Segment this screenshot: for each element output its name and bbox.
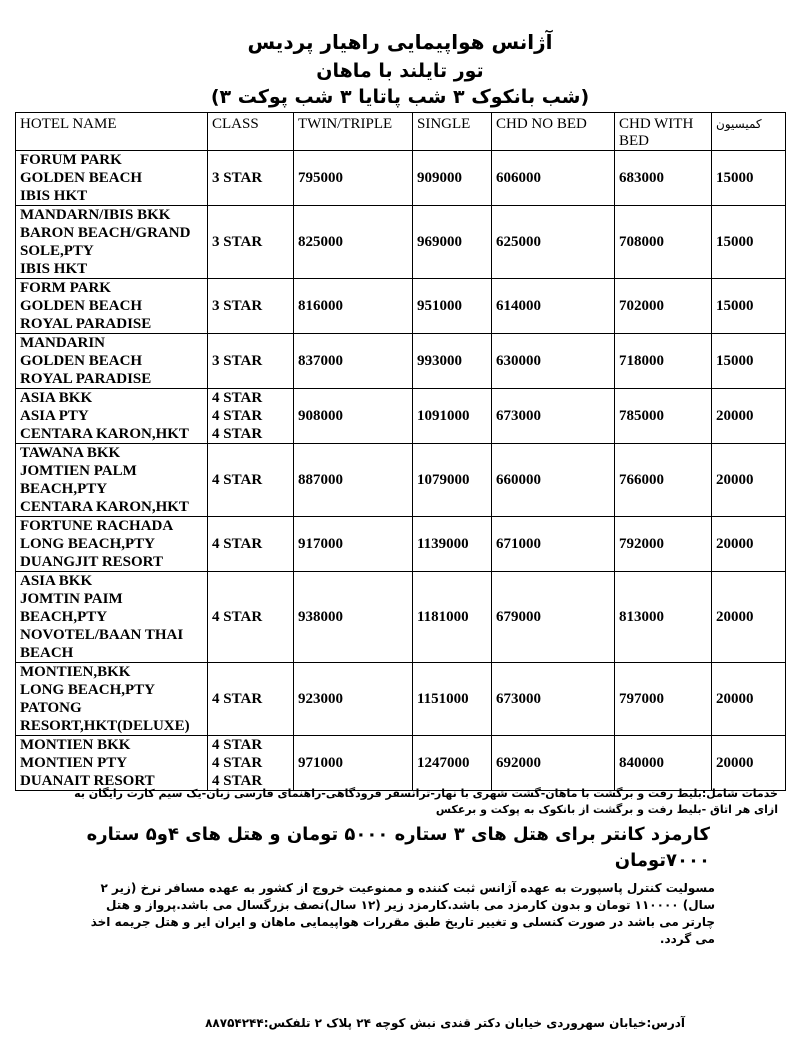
hotel-name: SOLE,PTY: [20, 243, 94, 259]
price-chd-no-bed: 660000: [492, 444, 615, 517]
price-single: 1151000: [413, 663, 492, 736]
hotel-names: [16, 206, 208, 279]
price-chd-with-bed: 813000: [615, 572, 712, 663]
hotel-name: IBIS HKT: [20, 261, 88, 277]
hotel-name: CENTARA KARON,HKT: [20, 426, 189, 442]
hotel-class: [208, 151, 294, 206]
class-value: 4 STAR: [212, 609, 263, 625]
hotel-name: BEACH,PTY: [20, 481, 108, 497]
hotel-name: JOMTIEN PALM: [20, 463, 137, 479]
price-single: 951000: [413, 279, 492, 334]
hotel-name: LONG BEACH,PTY: [20, 536, 156, 552]
hotel-names: [16, 663, 208, 736]
hotel-name: ROYAL PARADISE: [20, 371, 152, 387]
hotel-name: CENTARA KARON,HKT: [20, 499, 189, 515]
hotel-name: TAWANA BKK: [20, 445, 121, 461]
price-chd-with-bed: 708000: [615, 206, 712, 279]
price-chd-no-bed: 671000: [492, 517, 615, 572]
col-chd-with-bed: CHD WITH BED: [615, 113, 712, 151]
price-twin: 887000: [294, 444, 413, 517]
class-value: 3 STAR: [212, 298, 263, 314]
col-single: SINGLE: [413, 113, 492, 151]
price-chd-with-bed: 718000: [615, 334, 712, 389]
price-single: 909000: [413, 151, 492, 206]
agency-title: آژانس هواپیمایی راهیار پردیس: [247, 30, 553, 54]
hotel-names: [16, 572, 208, 663]
table-row: [16, 663, 786, 736]
hotel-name: GOLDEN BEACH: [20, 298, 143, 314]
price-chd-no-bed: 606000: [492, 151, 615, 206]
hotel-names: [16, 444, 208, 517]
class-value: 3 STAR: [212, 234, 263, 250]
price-single: 1139000: [413, 517, 492, 572]
hotel-class: [208, 334, 294, 389]
table-header-row: [16, 113, 786, 151]
hotel-names: [16, 389, 208, 444]
hotel-class: [208, 206, 294, 279]
col-twin-triple: TWIN/TRIPLE: [294, 113, 413, 151]
hotel-class: [208, 736, 294, 791]
hotel-name: ASIA BKK: [20, 390, 93, 406]
table-row: [16, 572, 786, 663]
hotel-name: IBIS HKT: [20, 188, 88, 204]
hotel-class: [208, 517, 294, 572]
price-chd-no-bed: 630000: [492, 334, 615, 389]
hotel-name: MONTIEN,BKK: [20, 664, 131, 680]
price-chd-no-bed: 673000: [492, 389, 615, 444]
price-chd-no-bed: 614000: [492, 279, 615, 334]
hotel-name: MANDARIN: [20, 335, 105, 351]
hotel-class: [208, 279, 294, 334]
table-row: [16, 389, 786, 444]
hotel-names: [16, 736, 208, 791]
table-row: [16, 444, 786, 517]
hotel-name: FORM PARK: [20, 280, 111, 296]
hotel-name: GOLDEN BEACH: [20, 353, 143, 369]
class-value: 4 STAR: [212, 737, 263, 753]
hotel-names: [16, 334, 208, 389]
class-value: 4 STAR: [212, 408, 263, 424]
price-single: 1079000: [413, 444, 492, 517]
hotel-name: BARON BEACH/GRAND: [20, 225, 191, 241]
price-chd-with-bed: 702000: [615, 279, 712, 334]
commission-value: 20000: [712, 736, 786, 791]
table-row: [16, 279, 786, 334]
price-single: 1091000: [413, 389, 492, 444]
price-chd-with-bed: 840000: [615, 736, 712, 791]
address-line: آدرس:خیابان سهروردی خیابان دکتر قندی نبش کوچه ۲۴ پلاک ۲ تلفکس:۸۸۷۵۴۲۴۴: [205, 1016, 685, 1030]
hotel-name: BEACH,PTY: [20, 609, 108, 625]
class-value: 4 STAR: [212, 536, 263, 552]
hotel-name: LONG BEACH,PTY: [20, 682, 156, 698]
responsibility-note: مسولیت کنترل پاسپورت به عهده آژانس ثبت کننده و ممنوعیت خروج از کشور به عهده مسافر نرخ (زیر ۲ سال) ۱۱۰۰۰۰ تومان و بدون کارمزد می باشد.کارمزد زیر (۱۲ سال)نصف بزرگسال می باشد.پرواز و هتل چارتر می باشد در صورت کنسلی و تغییر تاریخ طبق مقررات هواپیمایی ماهان و ایران ایر و هتل جریمه اخذ می گردد.: [90, 881, 715, 946]
price-chd-with-bed: 683000: [615, 151, 712, 206]
price-twin: 825000: [294, 206, 413, 279]
class-value: 3 STAR: [212, 353, 263, 369]
price-chd-no-bed: 625000: [492, 206, 615, 279]
price-twin: 908000: [294, 389, 413, 444]
hotel-name: RESORT,HKT(DELUXE): [20, 718, 190, 734]
price-table: [15, 112, 786, 791]
price-twin: 795000: [294, 151, 413, 206]
hotel-name: MONTIEN PTY: [20, 755, 128, 771]
commission-value: 20000: [712, 389, 786, 444]
class-value: 4 STAR: [212, 472, 263, 488]
price-chd-with-bed: 785000: [615, 389, 712, 444]
hotel-name: MONTIEN BKK: [20, 737, 131, 753]
price-chd-no-bed: 673000: [492, 663, 615, 736]
price-chd-with-bed: 766000: [615, 444, 712, 517]
table-row: [16, 206, 786, 279]
hotel-class: [208, 444, 294, 517]
hotel-class: [208, 389, 294, 444]
hotel-name: FORTUNE RACHADA: [20, 518, 174, 534]
hotel-name: ASIA BKK: [20, 573, 93, 589]
commission-value: 20000: [712, 444, 786, 517]
hotel-name: MANDARN/IBIS BKK: [20, 207, 171, 223]
price-single: 993000: [413, 334, 492, 389]
price-single: 1247000: [413, 736, 492, 791]
price-twin: 816000: [294, 279, 413, 334]
price-twin: 837000: [294, 334, 413, 389]
price-single: 1181000: [413, 572, 492, 663]
table-row: [16, 517, 786, 572]
hotel-name: NOVOTEL/BAAN THAI: [20, 627, 184, 643]
commission-value: 15000: [712, 151, 786, 206]
hotel-class: [208, 663, 294, 736]
commission-value: 15000: [712, 206, 786, 279]
commission-value: 20000: [712, 517, 786, 572]
counter-fee-note: کارمزد کانتر برای هتل های ۳ ستاره ۵۰۰۰ تومان و هتل های ۴و۵ ستاره ۷۰۰۰تومان: [86, 824, 710, 871]
hotel-names: [16, 151, 208, 206]
hotel-name: ASIA PTY: [20, 408, 89, 424]
commission-value: 15000: [712, 334, 786, 389]
col-class: CLASS: [208, 113, 294, 151]
hotel-name: BEACH: [20, 645, 74, 661]
tour-title: تور تایلند با ماهان: [316, 60, 484, 82]
price-chd-with-bed: 792000: [615, 517, 712, 572]
hotel-name: DUANGJIT RESORT: [20, 554, 163, 570]
price-single: 969000: [413, 206, 492, 279]
col-commission: کمیسیون: [712, 113, 786, 151]
price-chd-with-bed: 797000: [615, 663, 712, 736]
price-twin: 971000: [294, 736, 413, 791]
services-note: خدمات شامل:بلیط رفت و برگشت با ماهان-گشت شهری با نهار-ترانسفر فرودگاهی-راهنمای فارسی زبان-یک سیم کارت رایگان به ازای هر اتاق -بلیط رفت و برگشت از بانکوک به پوکت و برعکس: [74, 787, 778, 816]
commission-value: 20000: [712, 663, 786, 736]
hotel-name: FORUM PARK: [20, 152, 122, 168]
class-value: 4 STAR: [212, 755, 263, 771]
col-chd-no-bed: CHD NO BED: [492, 113, 615, 151]
hotel-name: GOLDEN BEACH: [20, 170, 143, 186]
hotel-name: ROYAL PARADISE: [20, 316, 152, 332]
table-row: [16, 334, 786, 389]
price-chd-no-bed: 692000: [492, 736, 615, 791]
table-row: [16, 151, 786, 206]
hotel-name: PATONG: [20, 700, 82, 716]
price-twin: 923000: [294, 663, 413, 736]
commission-value: 20000: [712, 572, 786, 663]
tour-nights: (۳ شب بانکوک ۳ شب پاتایا ۳ شب پوکت): [210, 86, 590, 108]
hotel-names: [16, 517, 208, 572]
class-value: 4 STAR: [212, 773, 263, 789]
class-value: 3 STAR: [212, 170, 263, 186]
col-hotel-name: HOTEL NAME: [16, 113, 208, 151]
hotel-name: JOMTIN PAIM: [20, 591, 123, 607]
hotel-name: DUANAIT RESORT: [20, 773, 155, 789]
table-row: [16, 736, 786, 791]
price-twin: 938000: [294, 572, 413, 663]
hotel-class: [208, 572, 294, 663]
hotel-names: [16, 279, 208, 334]
class-value: 4 STAR: [212, 426, 263, 442]
commission-value: 15000: [712, 279, 786, 334]
class-value: 4 STAR: [212, 691, 263, 707]
class-value: 4 STAR: [212, 390, 263, 406]
price-twin: 917000: [294, 517, 413, 572]
price-chd-no-bed: 679000: [492, 572, 615, 663]
